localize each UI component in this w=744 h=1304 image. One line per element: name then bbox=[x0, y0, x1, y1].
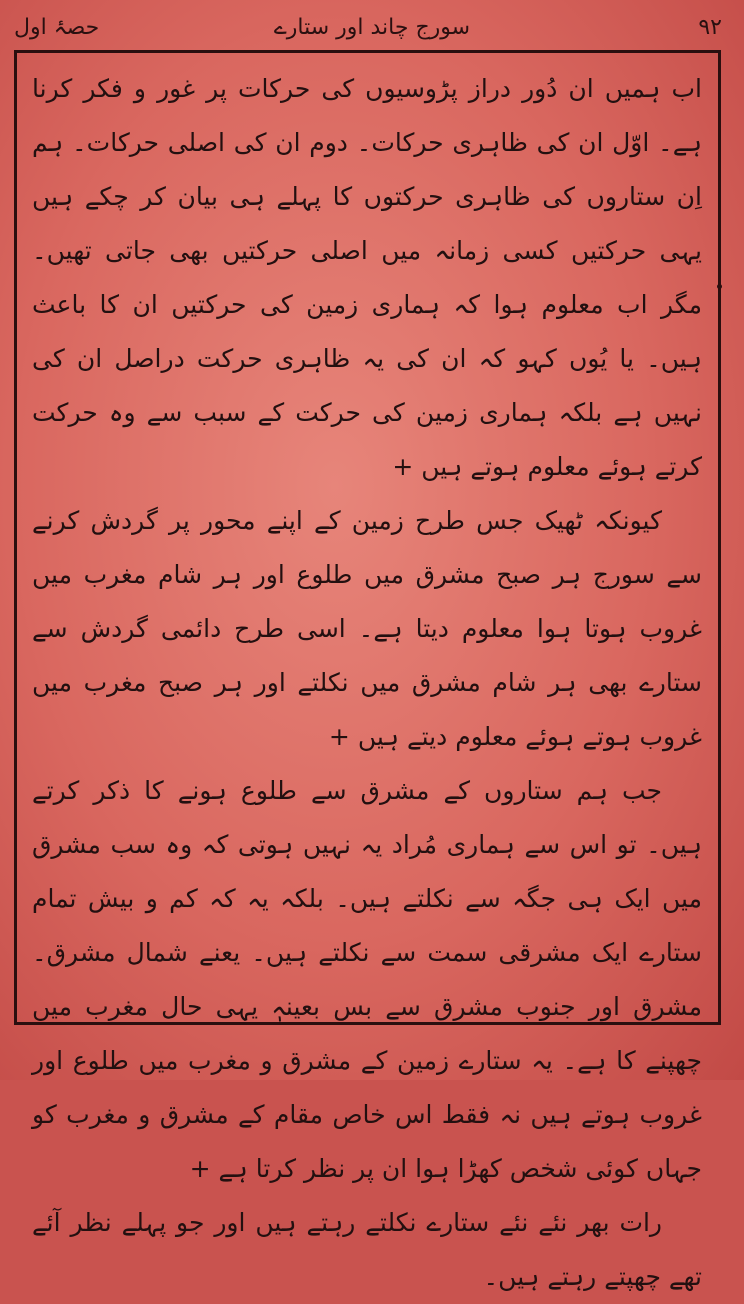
page-number: ۹۲ bbox=[698, 15, 722, 40]
section-label: حصۂ اول bbox=[14, 15, 100, 40]
paragraph-4: رات بھر نئے نئے ستارے نکلتے رہتے ہیں اور جو پہلے نظر آئے تھے چھپتے رہتے ہیں۔ bbox=[32, 1208, 702, 1291]
paragraph-2: کیونکہ ٹھیک جس طرح زمین کے اپنے محور پر گردش کرنے سے سورج ہر صبح مشرق میں طلوع اور ہر شام مغرب میں غروب ہوتا ہوا معلوم دیتا ہے۔ اسی طرح دائمی گردش سے ستارے بھی ہر شام مشرق میں نکلتے اور ہر صبح مغرب میں غروب ہوتے ہوئے معلوم دیتے ہیں + bbox=[32, 506, 702, 751]
page-body bbox=[32, 62, 702, 1304]
page-header bbox=[0, 10, 744, 50]
running-title: سورج چاند اور ستارے bbox=[273, 15, 471, 40]
ink-mark bbox=[717, 284, 722, 289]
paragraph-3: جب ہم ستاروں کے مشرق سے طلوع ہونے کا ذکر کرتے ہیں۔ تو اس سے ہماری مُراد یہ نہیں ہوتی کہ وہ سب مشرق میں ایک ہی جگہ سے نکلتے ہیں۔ بلکہ یہ کہ کم و بیش تمام ستارے ایک مشرقی سمت سے نکلتے ہیں۔ یعنے شمال مشرق۔ مشرق اور جنوب مشرق سے بس بعینہٖ یہی حال مغرب میں چھپنے کا ہے۔ یہ ستارے زمین کے مشرق و مغرب میں طلوع اور غروب ہوتے ہیں نہ فقط اس خاص مقام کے مشرق و مغرب کو جہاں کوئی شخص کھڑا ہوا ان پر نظر کرتا ہے + bbox=[32, 776, 702, 1183]
paragraph-1: اب ہمیں ان دُور دراز پڑوسیوں کی حرکات پر غور و فکر کرنا ہے۔ اوّل ان کی ظاہری حرکات۔ دوم ان کی اصلی حرکات۔ ہم اِن ستاروں کی ظاہری حرکتوں کا پہلے ہی بیان کر چکے ہیں یہی حرکتیں کسی زمانہ میں اصلی حرکتیں بھی جاتی تھیں۔ مگر اب معلوم ہوا کہ ہماری زمین کی حرکتیں ان کا باعث ہیں۔ یا یُوں کہو کہ ان کی یہ ظاہری حرکت دراصل ان کی نہیں ہے بلکہ ہماری زمین کی حرکت کے سبب سے وہ حرکت کرتے ہوئے معلوم ہوتے ہیں + bbox=[32, 74, 702, 481]
